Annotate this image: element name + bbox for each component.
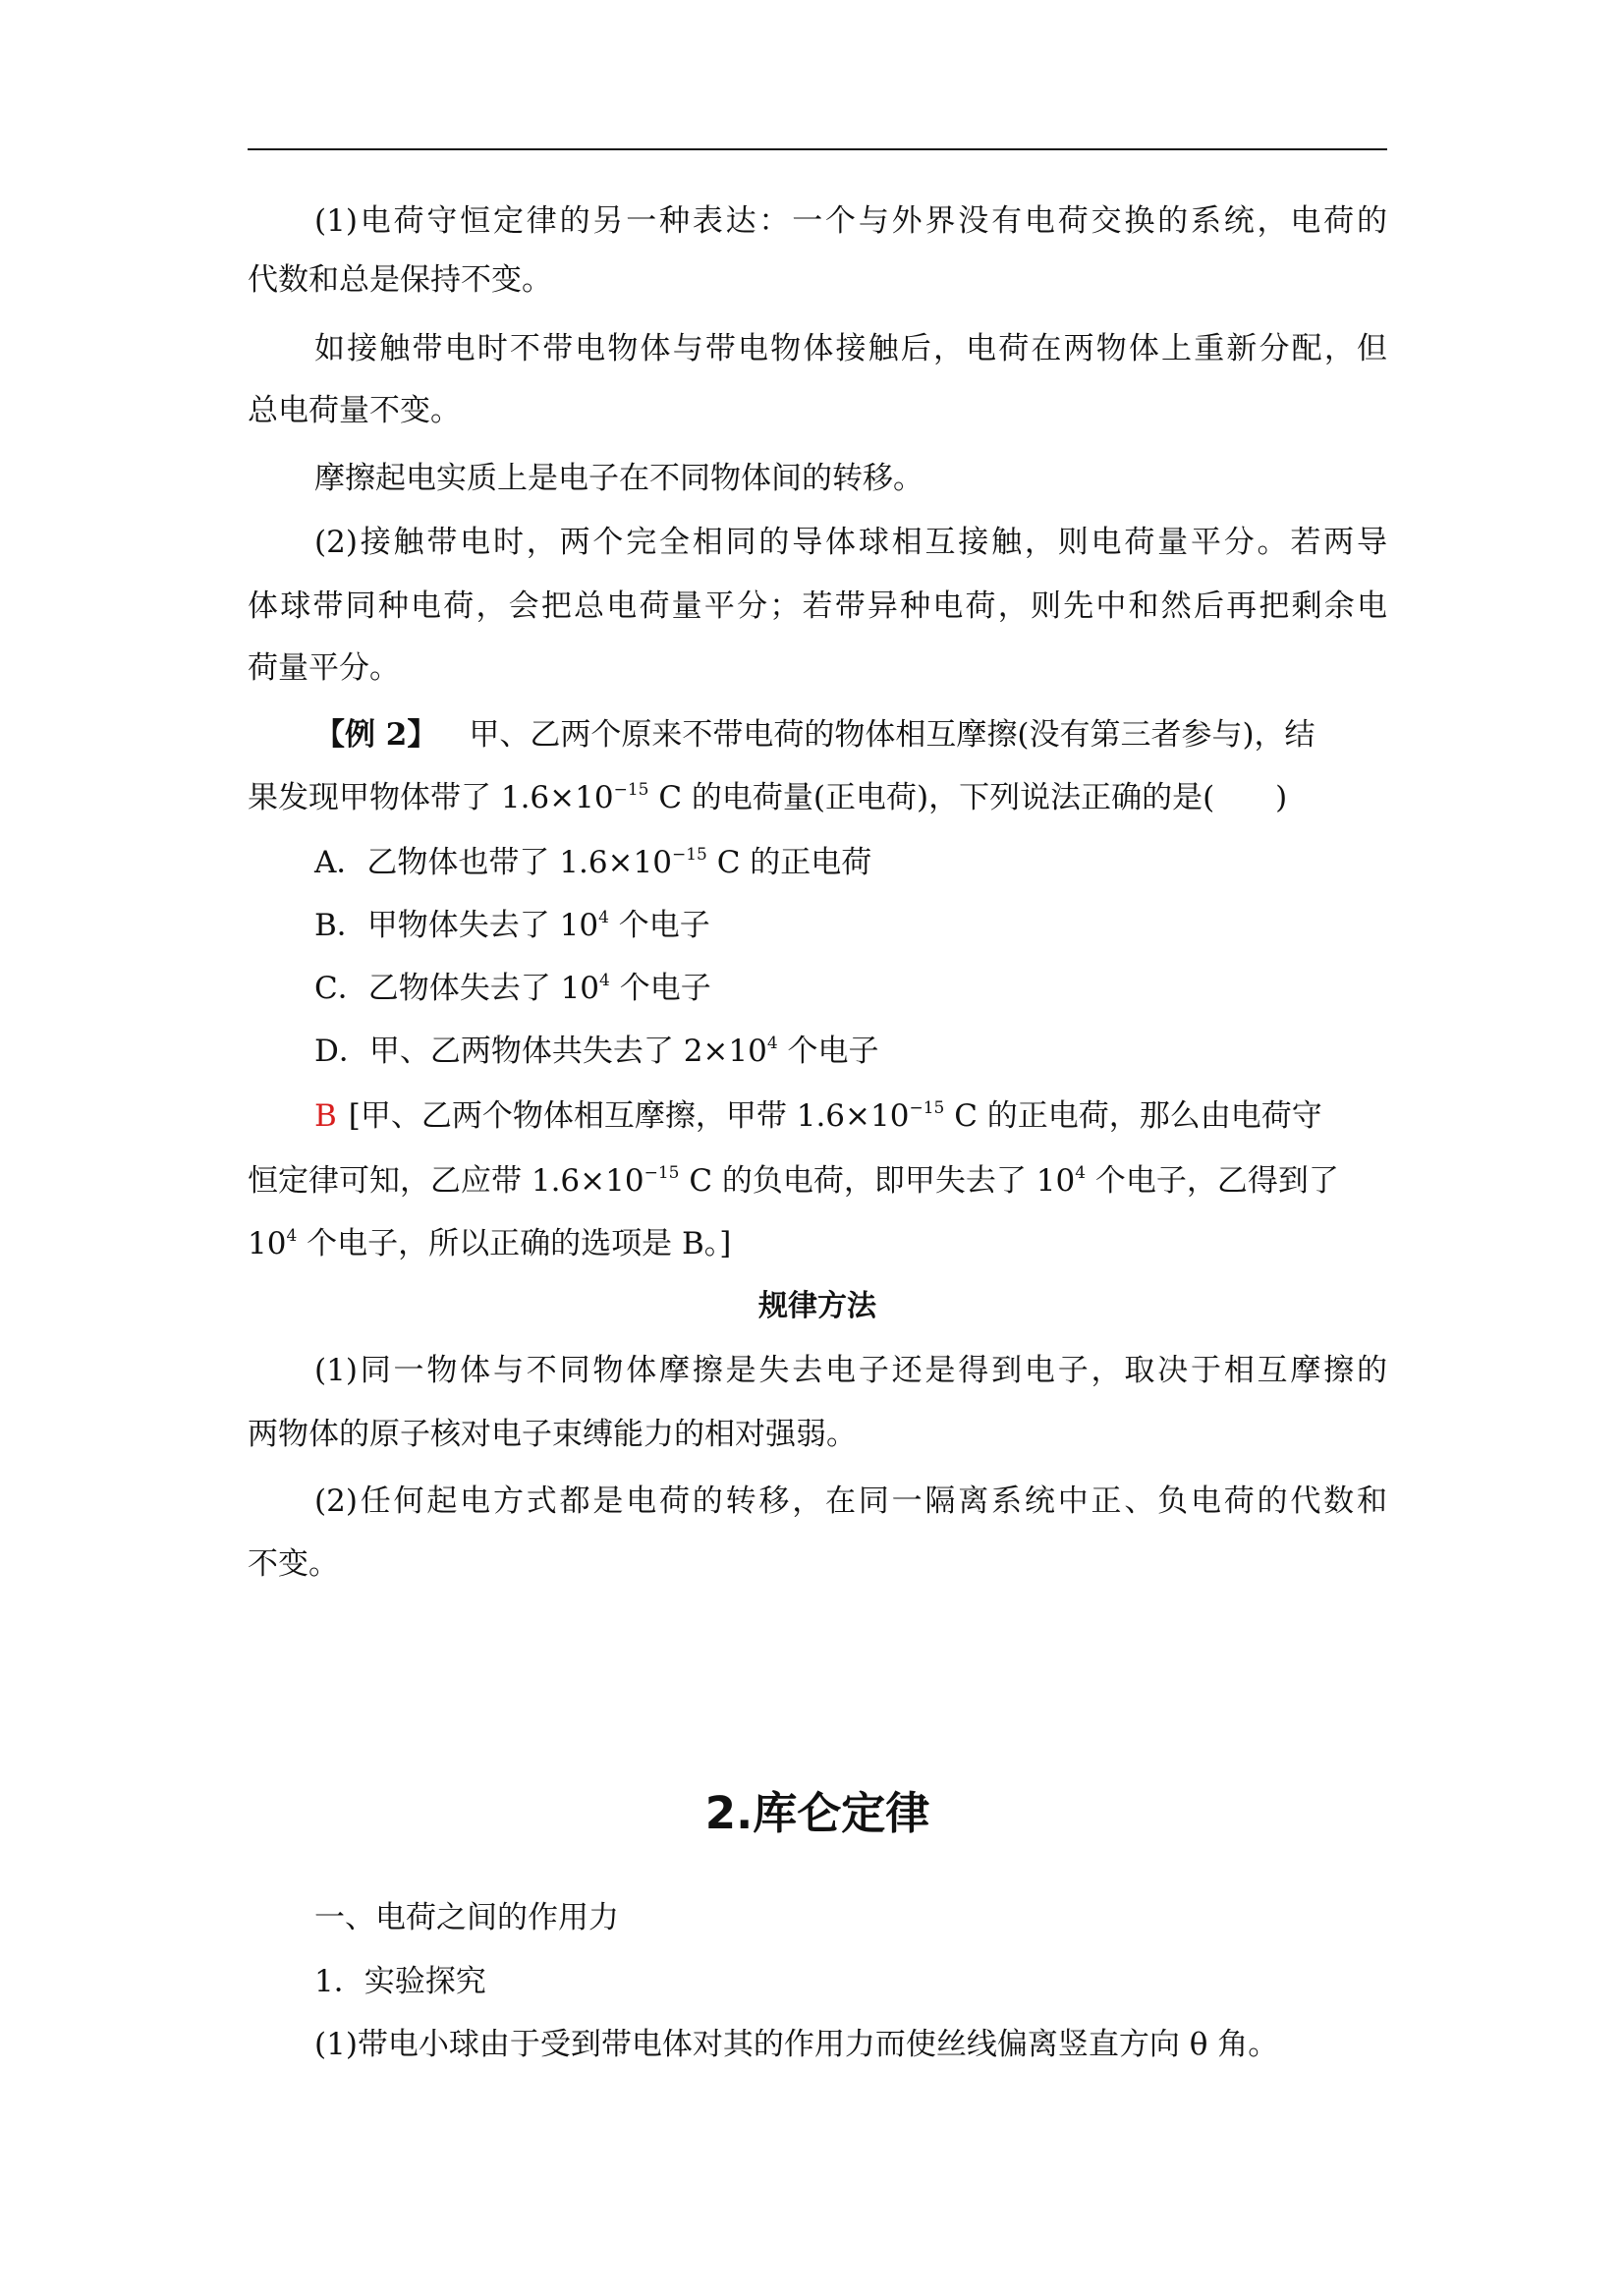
para1-line1: (1)电荷守恒定律的另一种表达：一个与外界没有电荷交换的系统，电荷的 [314, 203, 1387, 239]
answer-line3 [248, 1224, 1387, 1263]
para1-line2: 代数和总是保持不变。 [248, 262, 552, 298]
method-p2-line2: 不变。 [248, 1546, 339, 1582]
option-c-tail: 个电子 [609, 971, 711, 1006]
section-title: 2.库仑定律 [704, 1787, 930, 1839]
option-d [314, 1032, 1387, 1071]
example-label: 【例 2】 [314, 717, 438, 753]
para4-line1: (2)接触带电时，两个完全相同的导体球相互接触，则电荷量平分。若两导 [314, 525, 1387, 560]
example-stem-line2 [248, 778, 1387, 817]
option-a-text: A．乙物体也带了 1.6×10 [314, 845, 672, 880]
option-b [314, 906, 1387, 945]
option-d-tail: 个电子 [777, 1034, 879, 1069]
option-b-text: B．甲物体失去了 10 [314, 908, 599, 943]
answer-l2-b: C 的负电荷，即甲失去了 10 [679, 1163, 1076, 1199]
option-c-exponent: 4 [599, 970, 610, 990]
option-a-exponent: −15 [671, 844, 707, 865]
answer-letter: B [314, 1098, 337, 1134]
section2-heading2: 1．实验探究 [314, 1964, 486, 1999]
section2-heading1: 一、电荷之间的作用力 [314, 1900, 619, 1935]
method-p1-line1: (1)同一物体与不同物体摩擦是失去电子还是得到电子，取决于相互摩擦的 [314, 1353, 1387, 1388]
stem-text-a: 果发现甲物体带了 1.6×10 [248, 780, 614, 815]
method-heading: 规律方法 [758, 1289, 876, 1323]
stem-text-b: C 的电荷量(正电荷)，下列说法正确的是( ) [648, 780, 1288, 815]
answer-l1-b: C 的正电荷，那么由电荷守 [944, 1098, 1322, 1134]
para2-line1: 如接触带电时不带电物体与带电物体接触后，电荷在两物体上重新分配，但 [314, 331, 1387, 366]
para2-line2: 总电荷量不变。 [248, 393, 461, 428]
answer-l2-c: 个电子，乙得到了 [1086, 1163, 1339, 1199]
answer-l3-b: 个电子，所以正确的选项是 B。] [297, 1226, 732, 1261]
example-stem-text: 甲、乙两个原来不带电荷的物体相互摩擦(没有第三者参与)，结 [469, 717, 1315, 753]
option-a [314, 843, 1387, 882]
answer-l1-exponent: −15 [909, 1097, 945, 1118]
option-d-exponent: 4 [766, 1033, 778, 1053]
option-c-text: C．乙物体失去了 10 [314, 971, 600, 1006]
answer-l2-a: 恒定律可知，乙应带 1.6×10 [248, 1163, 644, 1199]
answer-line1 [314, 1096, 1387, 1136]
example-stem-line1 [314, 715, 1387, 755]
answer-l2-exponent: −15 [644, 1162, 680, 1183]
option-d-text: D．甲、乙两物体共失去了 2×10 [314, 1034, 767, 1069]
method-p2-line1: (2)任何起电方式都是电荷的转移，在同一隔离系统中正、负电荷的代数和 [314, 1484, 1387, 1519]
para4-line3: 荷量平分。 [248, 650, 400, 686]
para3: 摩擦起电实质上是电子在不同物体间的转移。 [314, 461, 923, 496]
stem-exponent: −15 [613, 779, 649, 800]
header-rule [248, 148, 1387, 150]
answer-l3-a: 10 [248, 1226, 287, 1261]
option-c [314, 969, 1387, 1008]
answer-l3-exponent: 4 [286, 1225, 298, 1246]
option-b-exponent: 4 [598, 907, 609, 927]
option-a-tail: C 的正电荷 [706, 845, 872, 880]
section2-para1: (1)带电小球由于受到带电体对其的作用力而使丝线偏离竖直方向 θ 角。 [314, 2027, 1279, 2062]
para4-line2: 体球带同种电荷，会把总电荷量平分；若带异种电荷，则先中和然后再把剩余电 [248, 588, 1387, 624]
option-b-tail: 个电子 [608, 908, 710, 943]
answer-line2 [248, 1161, 1387, 1201]
answer-l1-a: [甲、乙两个物体相互摩擦，甲带 1.6×10 [348, 1098, 910, 1134]
answer-l2-exponent2: 4 [1075, 1162, 1087, 1183]
method-p1-line2: 两物体的原子核对电子束缚能力的相对强弱。 [248, 1417, 857, 1452]
